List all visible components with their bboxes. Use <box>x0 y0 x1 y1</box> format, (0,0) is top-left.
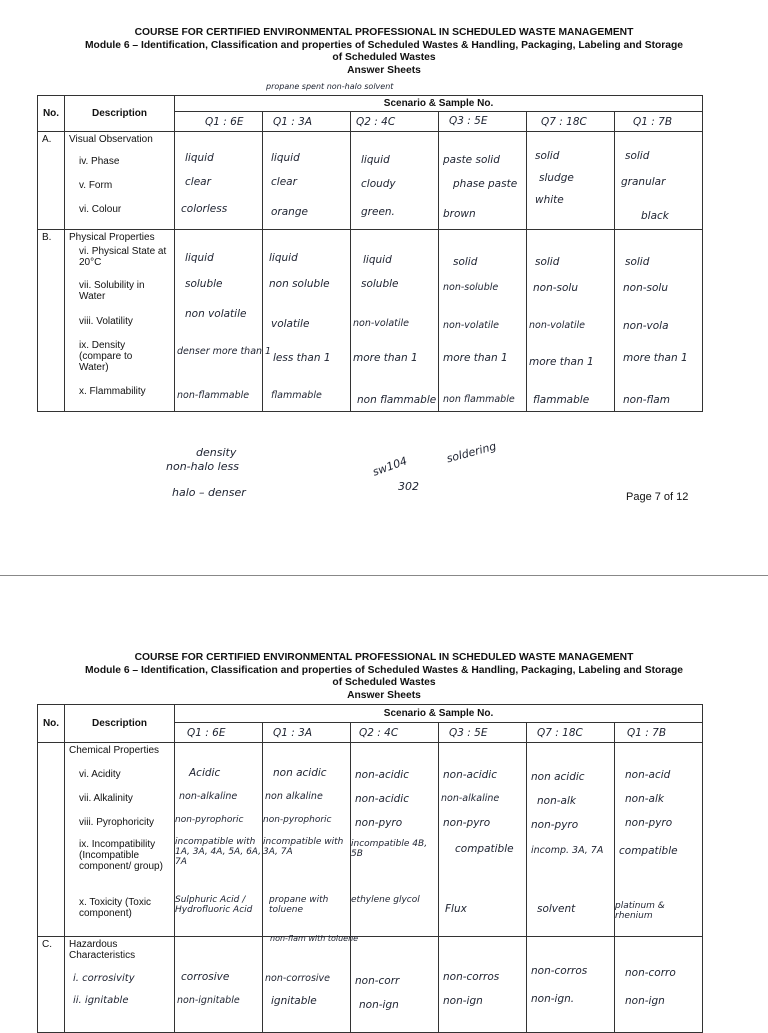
note-halo: halo – denser <box>172 486 246 499</box>
section-no-c: C. <box>38 937 65 1033</box>
answer-cell: non-corrosive ignitable <box>263 937 351 1033</box>
row-label: vi. Physical State at 20°C <box>79 246 167 268</box>
sample-col-5: Q7 : 18C <box>527 723 615 743</box>
section-b-labels <box>65 230 175 412</box>
row-label: viii. Volatility <box>79 316 133 327</box>
row-label: ix. Density (compare to Water) <box>79 340 133 373</box>
module-title: Module 6 – Identification, Classification and properties of Scheduled Wastes & Handling, Packaging, Labeling and Storage <box>84 664 684 676</box>
answer-cell: non acidic non-alk non-pyro incomp. 3A, 7A solvent <box>527 743 615 937</box>
answer-cell: solid non-solu non-vola more than 1 non-flam <box>615 230 703 412</box>
extra-note: non-flam with toluene <box>270 934 359 943</box>
answer-cell: liquid soluble non-volatile more than 1 non flammable <box>351 230 439 412</box>
answer-cell: liquid soluble non volatile denser more than 1 non-flammable <box>175 230 263 412</box>
module-title-cont: of Scheduled Wastes <box>332 677 436 688</box>
answer-cell: solid granular black <box>615 132 703 230</box>
row-label: vi. Acidity <box>79 769 121 780</box>
section-title: Hazardous Characteristics <box>69 939 136 961</box>
answer-cell: non-corro non-ign <box>615 937 703 1033</box>
row-label: viii. Pyrophoricity <box>79 817 155 828</box>
chem-labels <box>65 743 175 937</box>
answer-cell: liquid clear colorless <box>175 132 263 230</box>
sample-col-1: Q1 : 6E <box>175 112 263 132</box>
header-description: Description <box>65 705 175 743</box>
section-title: Chemical Properties <box>69 745 160 756</box>
answer-cell: liquid cloudy green. <box>351 132 439 230</box>
section-no-a: A. <box>38 132 65 230</box>
sample-note: propane spent non-halo solvent <box>266 82 394 91</box>
answer-table <box>37 704 703 1033</box>
module-title: Module 6 – Identification, Classification and properties of Scheduled Wastes & Handling, Packaging, Labeling and Storage <box>84 39 684 51</box>
answer-cell: solid sludge white <box>527 132 615 230</box>
answer-cell: paste solid phase paste brown <box>439 132 527 230</box>
header-no: No. <box>38 96 65 132</box>
answer-cell: non-corr non-ign <box>351 937 439 1033</box>
answer-cell: corrosive non-ignitable <box>175 937 263 1033</box>
row-label: ii. ignitable <box>73 995 129 1006</box>
answer-table <box>37 95 703 412</box>
answer-cell: non-acidic non-acidic non-pyro incompatible 4B, 5B ethylene glycol <box>351 743 439 937</box>
note-density: density <box>196 446 237 459</box>
sample-col-4: Q3 : 5E <box>439 112 527 132</box>
row-label: v. Form <box>79 180 113 191</box>
sample-col-4: Q3 : 5E <box>439 723 527 743</box>
answer-cell: Acidic non-alkaline non-pyrophoric incompatible with 1A, 3A, 4A, 5A, 6A, 7A Sulphuric Acid / Hydrofluoric Acid <box>175 743 263 937</box>
sample-col-2: Q1 : 3A <box>263 112 351 132</box>
answer-cell: non acidic non alkaline non-pyrophoric incompatible with 3A, 7A propane with toluene <box>263 743 351 937</box>
section-title: Physical Properties <box>69 232 155 243</box>
header-scenario: Scenario & Sample No. <box>175 705 703 723</box>
header-no: No. <box>38 705 65 743</box>
answer-cell: non-corros non-ign <box>439 937 527 1033</box>
course-title: COURSE FOR CERTIFIED ENVIRONMENTAL PROFESSIONAL IN SCHEDULED WASTE MANAGEMENT <box>134 652 634 663</box>
row-label: x. Toxicity (Toxic component) <box>79 897 152 919</box>
answer-sheet-page-8 <box>0 640 768 1024</box>
row-label: vii. Solubility in Water <box>79 280 145 302</box>
answer-cell: liquid non soluble volatile less than 1 flammable <box>263 230 351 412</box>
section-c-labels <box>65 937 175 1033</box>
answer-cell: non-acidic non-alkaline non-pyro compatible Flux <box>439 743 527 937</box>
header-description: Description <box>65 96 175 132</box>
sample-col-6: Q1 : 7B <box>615 723 703 743</box>
section-no-chem <box>38 743 65 937</box>
sheet-header <box>0 652 768 702</box>
note-soldering: soldering <box>445 439 498 466</box>
section-a-labels <box>65 132 175 230</box>
header-scenario: Scenario & Sample No. <box>175 96 703 112</box>
row-label: vi. Colour <box>79 204 122 215</box>
row-label: iv. Phase <box>79 156 120 167</box>
answer-cell: solid non-solu non-volatile more than 1 flammable <box>527 230 615 412</box>
scan-divider <box>0 575 768 576</box>
answer-cell: liquid clear orange <box>263 132 351 230</box>
row-label: ix. Incompatibility (Incompatible component/ group) <box>79 839 163 872</box>
module-title-cont: of Scheduled Wastes <box>332 52 436 63</box>
sample-col-5: Q7 : 18C <box>527 112 615 132</box>
row-label: x. Flammability <box>79 386 146 397</box>
answer-cell: non-acid non-alk non-pyro compatible platinum & rhenium <box>615 743 703 937</box>
note-sw104: sw104 <box>370 454 409 479</box>
answer-cell: non-corros non-ign. <box>527 937 615 1033</box>
note-302: 302 <box>398 480 419 493</box>
sample-col-2: Q1 : 3A <box>263 723 351 743</box>
row-label: i. corrosivity <box>73 973 135 984</box>
sample-col-3: Q2 : 4C <box>351 723 439 743</box>
answer-cell: solid non-soluble non-volatile more than 1 non flammable <box>439 230 527 412</box>
page-number: Page 7 of 12 <box>626 491 689 503</box>
section-no-b: B. <box>38 230 65 412</box>
sheet-header <box>0 27 768 77</box>
sample-col-3: Q2 : 4C <box>351 112 439 132</box>
section-title: Visual Observation <box>69 134 153 145</box>
answer-sheets-title: Answer Sheets <box>347 689 421 701</box>
sample-col-6: Q1 : 7B <box>615 112 703 132</box>
row-label: vii. Alkalinity <box>79 793 133 804</box>
course-title: COURSE FOR CERTIFIED ENVIRONMENTAL PROFESSIONAL IN SCHEDULED WASTE MANAGEMENT <box>134 27 634 38</box>
note-non-halo: non-halo less <box>166 460 239 473</box>
sample-col-1: Q1 : 6E <box>175 723 263 743</box>
answer-sheets-title: Answer Sheets <box>347 64 421 76</box>
